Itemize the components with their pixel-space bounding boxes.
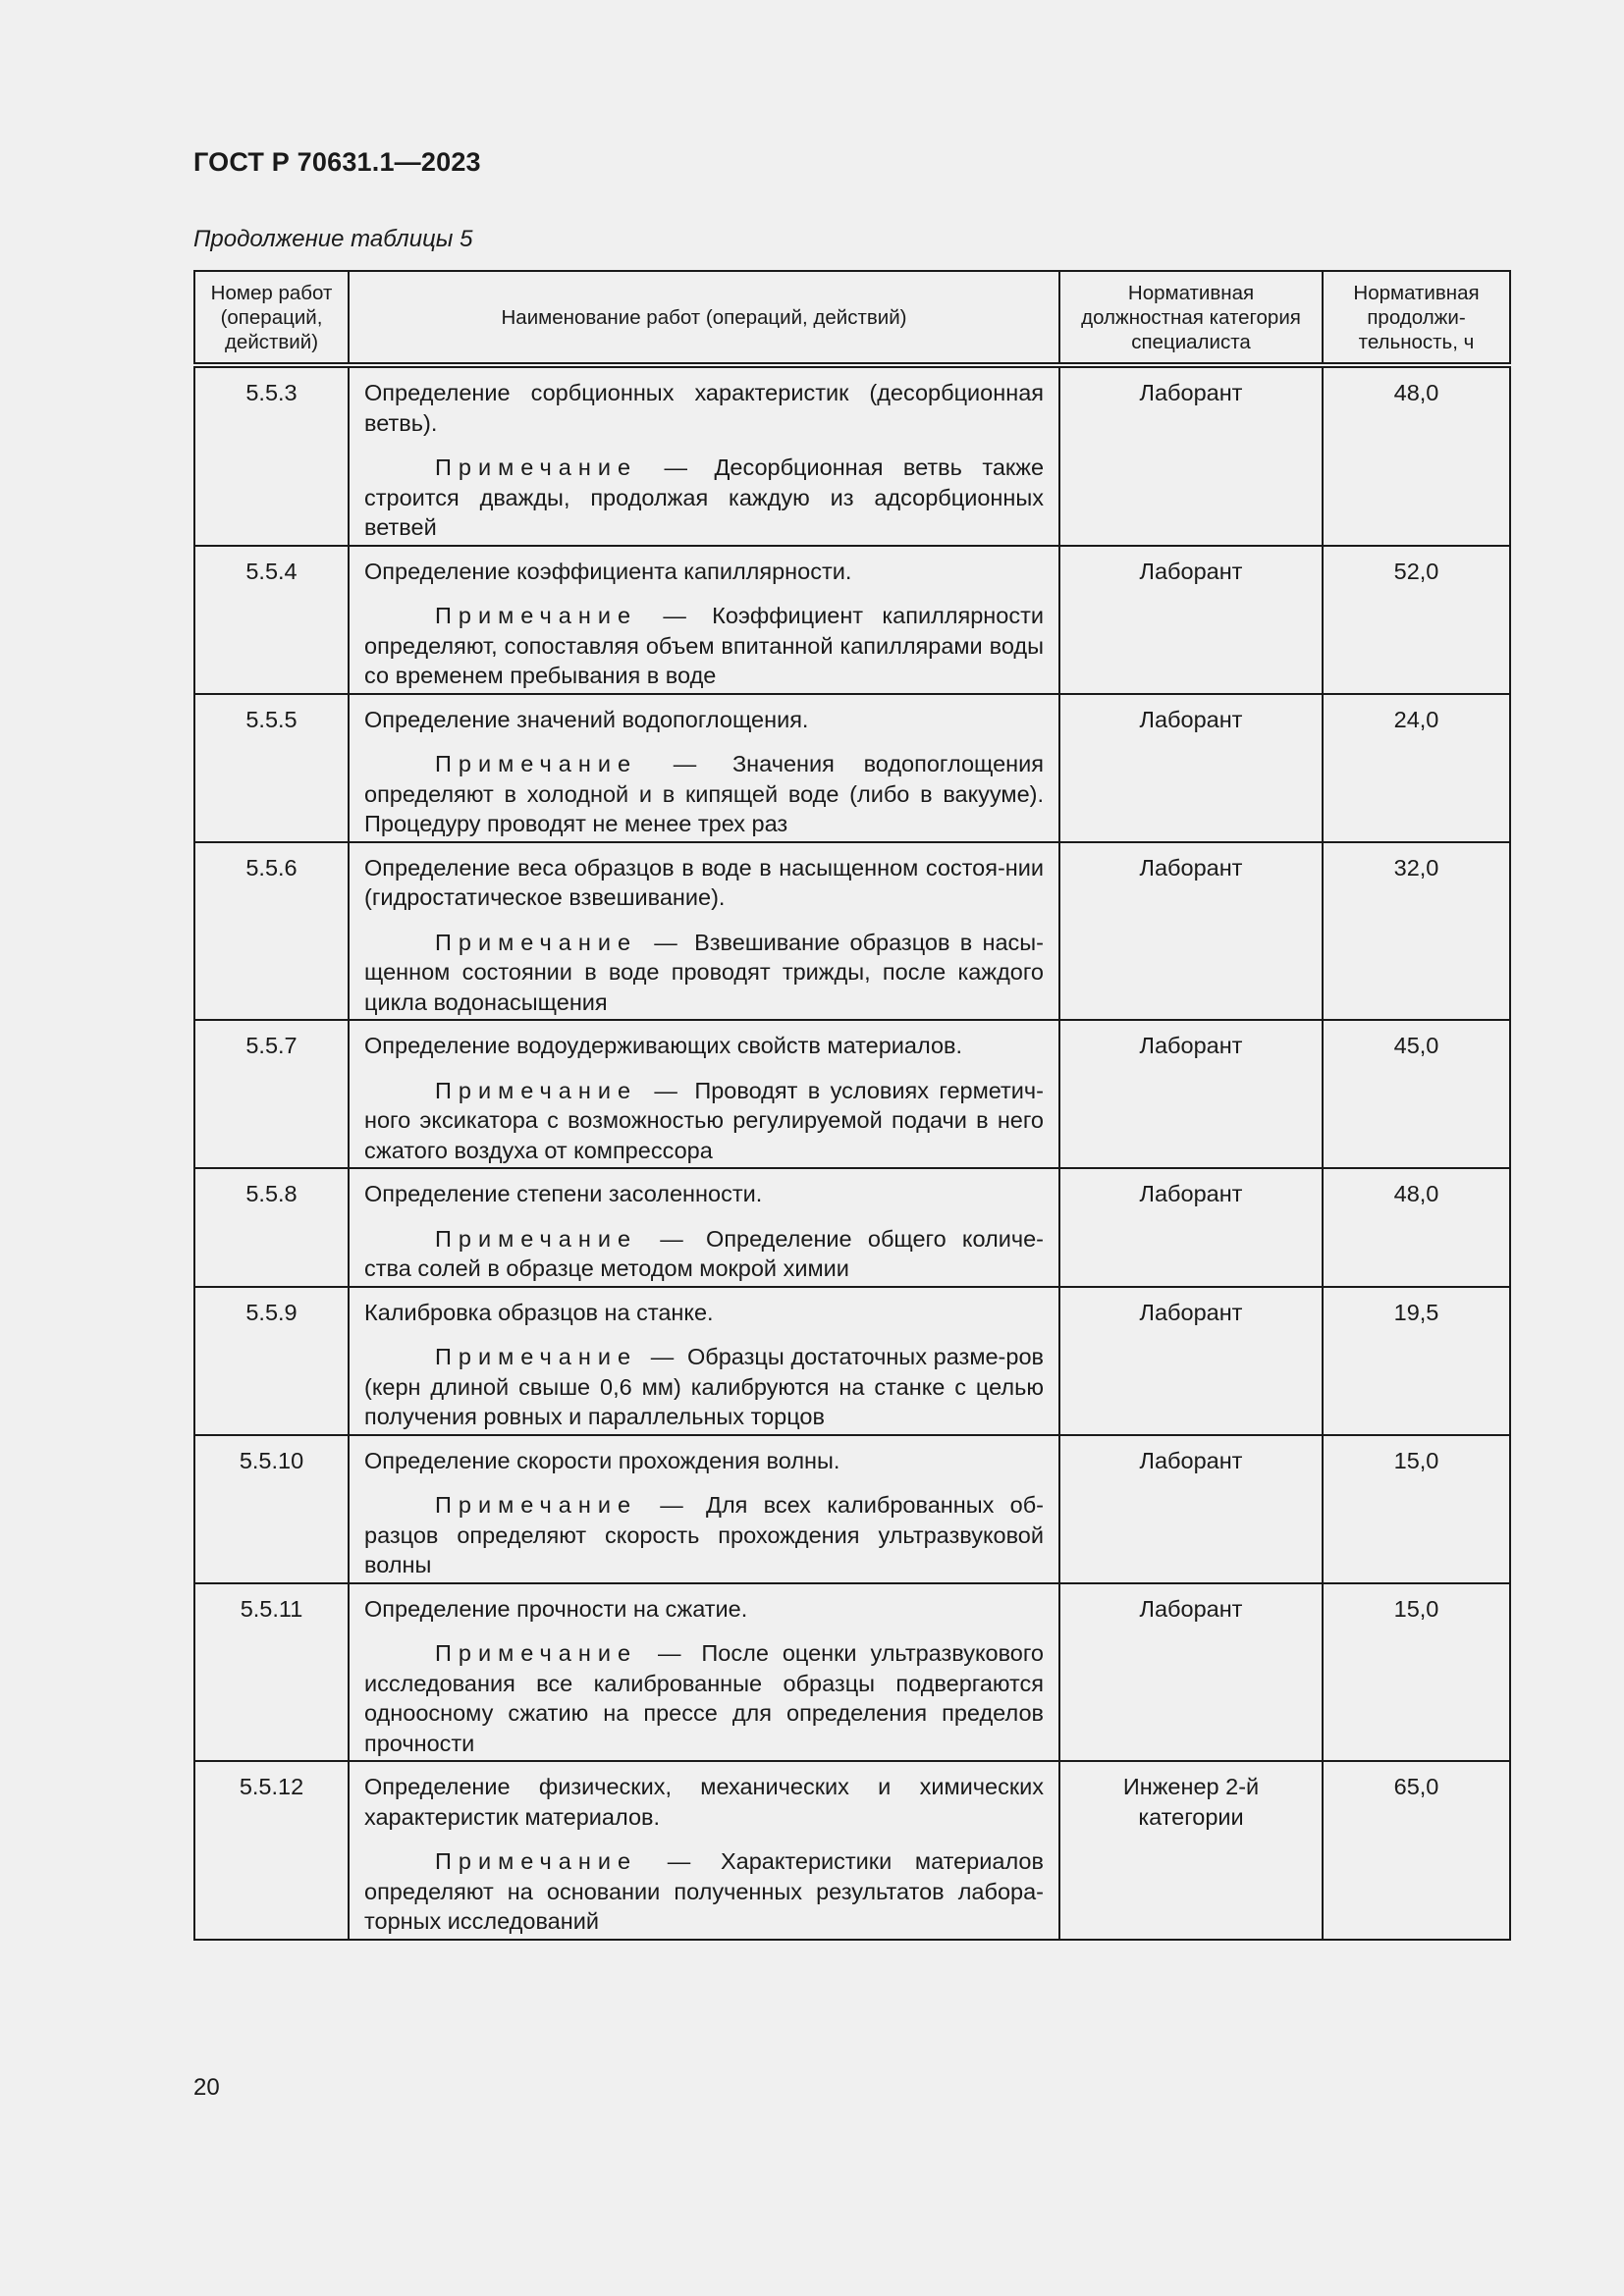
work-note: [364, 749, 1044, 839]
note-label: Примечание —: [435, 1344, 681, 1369]
specialist-category: Лаборант: [1059, 1583, 1323, 1762]
work-name-cell: [349, 546, 1059, 694]
page-number: 20: [193, 2074, 220, 2101]
duration-hours: 19,5: [1323, 1287, 1510, 1435]
work-name-cell: [349, 694, 1059, 842]
work-number: 5.5.7: [194, 1020, 349, 1168]
work-note: [364, 1224, 1044, 1284]
work-name-cell: [349, 1020, 1059, 1168]
table-row: [194, 694, 1510, 842]
work-note: [364, 1846, 1044, 1937]
specialist-category: Лаборант: [1059, 1435, 1323, 1583]
column-header-number: Номер работ (операций, действий): [194, 271, 349, 365]
table-caption: Продолжение таблицы 5: [193, 226, 473, 252]
work-name-cell: [349, 1761, 1059, 1940]
work-name-cell: [349, 842, 1059, 1021]
work-number: 5.5.8: [194, 1168, 349, 1287]
note-text: После оценки ультразвукового исследования все калиброванные образцы подвергаются одноосному сжатию на прессе для определения пределов прочности: [364, 1640, 1044, 1756]
column-header-name: Наименование работ (операций, действий): [349, 271, 1059, 365]
work-name: Определение коэффициента капиллярности.: [364, 558, 852, 584]
work-number: 5.5.3: [194, 365, 349, 546]
column-header-category: Нормативная должностная категория специалиста: [1059, 271, 1323, 365]
work-number: 5.5.10: [194, 1435, 349, 1583]
work-number: 5.5.9: [194, 1287, 349, 1435]
specialist-category: Лаборант: [1059, 1168, 1323, 1287]
note-label: Примечание —: [435, 454, 694, 480]
duration-hours: 32,0: [1323, 842, 1510, 1021]
work-name: Определение сорбционных характеристик (десорбционная ветвь).: [364, 380, 1044, 436]
note-label: Примечание —: [435, 751, 704, 776]
work-name-cell: [349, 365, 1059, 546]
work-number: 5.5.11: [194, 1583, 349, 1762]
work-number: 5.5.6: [194, 842, 349, 1021]
work-note: [364, 1490, 1044, 1580]
note-label: Примечание —: [435, 1077, 684, 1103]
work-name: Определение скорости прохождения волны.: [364, 1447, 840, 1473]
work-number: 5.5.12: [194, 1761, 349, 1940]
note-text: Значения водопоглощения определяют в холодной и в кипящей воде (либо в вакууме). Процедуру проводят не менее трех раз: [364, 751, 1044, 836]
work-note: [364, 1638, 1044, 1758]
table-row: [194, 1287, 1510, 1435]
note-label: Примечание —: [435, 1848, 698, 1874]
work-note: [364, 1076, 1044, 1166]
table-row: [194, 1168, 1510, 1287]
specialist-category: Лаборант: [1059, 842, 1323, 1021]
work-name-cell: [349, 1287, 1059, 1435]
table-row: [194, 1761, 1510, 1940]
duration-hours: 15,0: [1323, 1583, 1510, 1762]
note-text: Коэффициент капиллярности определяют, сопоставляя объем впитанной капиллярами воды со временем пребывания в воде: [364, 603, 1044, 688]
work-note: [364, 453, 1044, 543]
work-number: 5.5.5: [194, 694, 349, 842]
work-name: Определение водоудерживающих свойств материалов.: [364, 1033, 963, 1058]
note-text: Проводят в условиях герметич-ного эксикатора с возможностью регулируемой подачи в него сжатого воздуха от компрессора: [364, 1077, 1044, 1163]
table-row: [194, 1020, 1510, 1168]
works-table: [193, 270, 1511, 1941]
work-note: [364, 928, 1044, 1018]
specialist-category: Инженер 2-й категории: [1059, 1761, 1323, 1940]
specialist-category: Лаборант: [1059, 1287, 1323, 1435]
note-label: Примечание —: [435, 1640, 688, 1666]
note-label: Примечание —: [435, 1225, 690, 1252]
table-row: [194, 365, 1510, 546]
note-text: Образцы достаточных разме-ров (керн длиной свыше 0,6 мм) калибруются на станке с целью получения ровных и параллельных торцов: [364, 1344, 1044, 1429]
note-label: Примечание —: [435, 1492, 690, 1518]
work-name-cell: [349, 1583, 1059, 1762]
note-text: Десорбционная ветвь также строится дважды, продолжая каждую из адсорбционных ветвей: [364, 454, 1045, 540]
note-text: Взвешивание образцов в насы-щенном состоянии в воде проводят трижды, после каждого цикла водонасыщения: [364, 929, 1044, 1015]
work-name: Определение значений водопоглощения.: [364, 706, 809, 732]
specialist-category: Лаборант: [1059, 694, 1323, 842]
duration-hours: 48,0: [1323, 365, 1510, 546]
table-header-row: [194, 271, 1510, 365]
duration-hours: 48,0: [1323, 1168, 1510, 1287]
table-row: [194, 546, 1510, 694]
table-row: [194, 842, 1510, 1021]
specialist-category: Лаборант: [1059, 1020, 1323, 1168]
work-name: Определение степени засоленности.: [364, 1181, 763, 1206]
note-text: Для всех калиброванных об-разцов определяют скорость прохождения ультразвуковой волны: [364, 1492, 1044, 1577]
note-text: Характеристики материалов определяют на основании полученных результатов лабора-торных исследований: [364, 1848, 1044, 1934]
work-note: [364, 1342, 1044, 1432]
duration-hours: 24,0: [1323, 694, 1510, 842]
work-name: Определение прочности на сжатие.: [364, 1595, 748, 1622]
table-row: [194, 1435, 1510, 1583]
duration-hours: 52,0: [1323, 546, 1510, 694]
document-code: ГОСТ Р 70631.1—2023: [193, 147, 481, 177]
note-label: Примечание —: [435, 603, 693, 628]
work-name: Определение веса образцов в воде в насыщенном состоя-нии (гидростатическое взвешивание).: [364, 854, 1044, 910]
duration-hours: 45,0: [1323, 1020, 1510, 1168]
specialist-category: Лаборант: [1059, 546, 1323, 694]
work-name-cell: [349, 1435, 1059, 1583]
duration-hours: 15,0: [1323, 1435, 1510, 1583]
column-header-duration: Нормативная продолжи-тельность, ч: [1323, 271, 1510, 365]
work-name: Калибровка образцов на станке.: [364, 1299, 714, 1325]
work-name: Определение физических, механических и химических характеристик материалов.: [364, 1774, 1044, 1830]
table-row: [194, 1583, 1510, 1762]
work-note: [364, 601, 1044, 691]
duration-hours: 65,0: [1323, 1761, 1510, 1940]
work-name-cell: [349, 1168, 1059, 1287]
note-text: Определение общего количе-ства солей в образце методом мокрой химии: [364, 1225, 1045, 1281]
note-label: Примечание —: [435, 929, 684, 955]
specialist-category: Лаборант: [1059, 365, 1323, 546]
table-body: [194, 365, 1510, 1940]
work-number: 5.5.4: [194, 546, 349, 694]
